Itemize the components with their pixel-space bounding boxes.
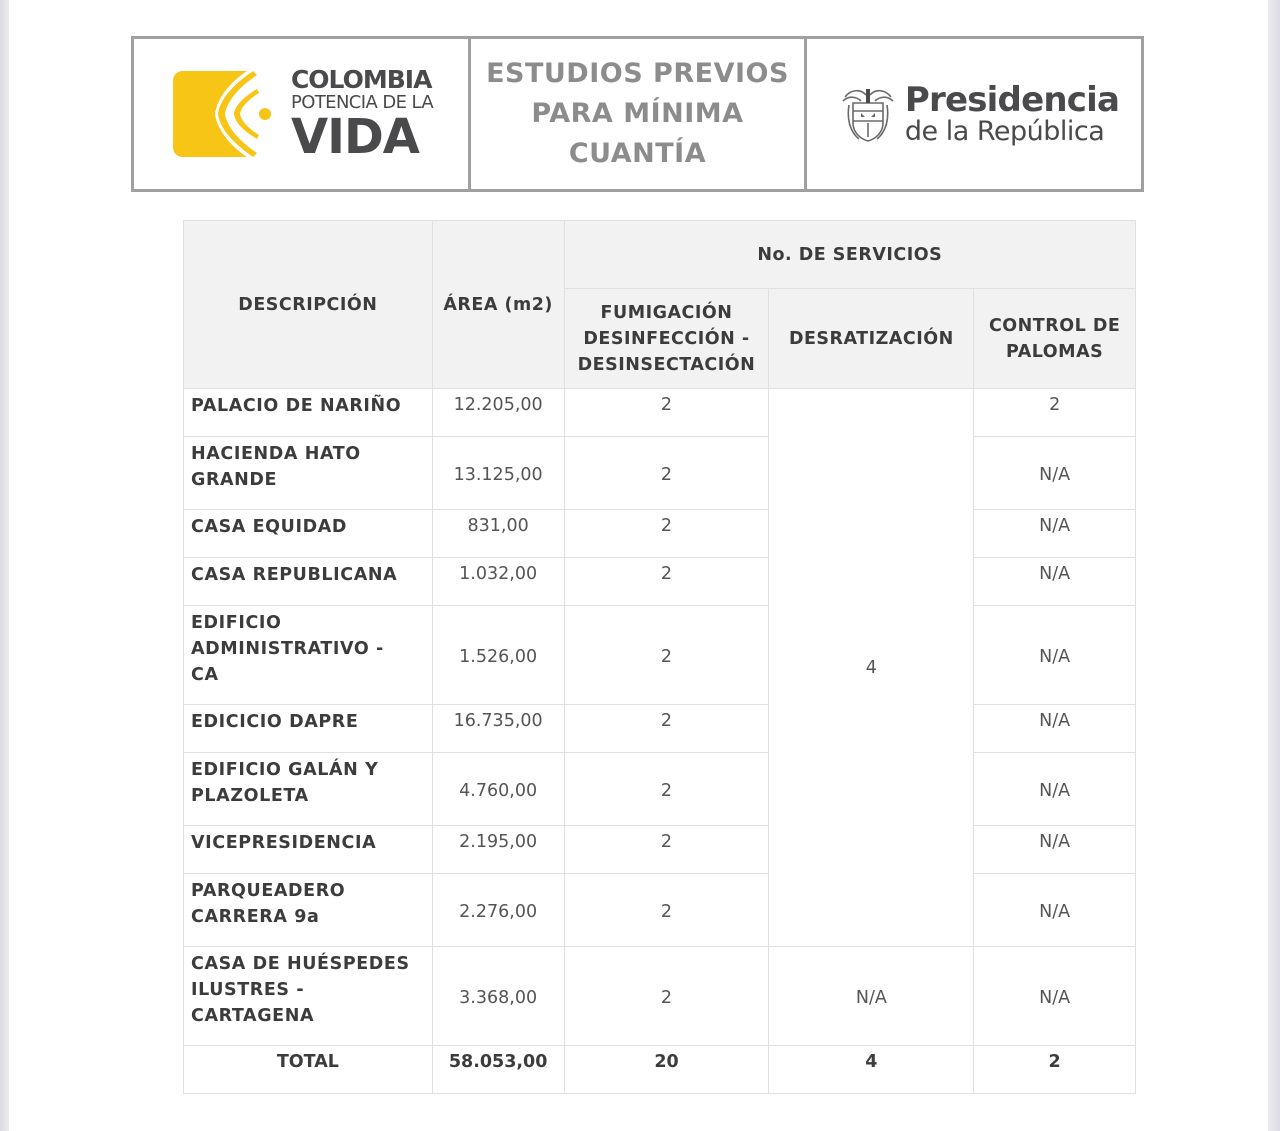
logo-line-colombia: COLOMBIA [290,65,432,94]
row-fumigation: 2 [564,947,769,1046]
presidencia-subtitle: de la República [904,116,1105,147]
row-area: 2.276,00 [432,874,564,947]
document-title-cell [468,39,804,189]
header-line: DESINFECCIÓN - [583,328,750,349]
table-row [184,437,1136,510]
table-row [184,874,1136,947]
row-description: PARQUEADERO CARRERA 9a [184,874,433,947]
row-deratization: N/A [769,947,974,1046]
colombia-waves-icon [173,69,273,159]
document-title [486,54,789,174]
header-line: PALOMAS [1006,341,1104,362]
row-description: EDICICIO DAPRE [184,705,433,753]
row-fumigation: 2 [564,437,769,510]
row-area: 1.032,00 [432,558,564,606]
presidencia-logo [839,80,1120,147]
row-area: 3.368,00 [432,947,564,1046]
row-pigeon: N/A [974,874,1136,947]
row-fumigation: 2 [564,389,769,437]
row-area: 12.205,00 [432,389,564,437]
row-fumigation: 2 [564,510,769,558]
header-line: CONTROL DE [988,315,1121,336]
document-header [131,36,1144,192]
row-pigeon: N/A [974,705,1136,753]
header-services-group: No. DE SERVICIOS [564,221,1135,289]
header-deratization: DESRATIZACIÓN [769,289,974,389]
row-area: 4.760,00 [432,753,564,826]
total-deratization: 4 [769,1046,974,1094]
row-pigeon: N/A [974,437,1136,510]
row-fumigation: 2 [564,753,769,826]
deratization-merged-cell: 4 [769,389,974,947]
row-description: VICEPRESIDENCIA [184,826,433,874]
title-line: PARA MÍNIMA [531,98,744,129]
row-pigeon: N/A [974,606,1136,705]
logo-line-vida: VIDA [290,109,419,165]
total-row [184,1046,1136,1094]
colombia-potencia-logo [173,65,434,165]
row-pigeon: N/A [974,947,1136,1046]
total-label: TOTAL [184,1046,433,1094]
coat-of-arms-icon [839,83,897,145]
row-description: HACIENDA HATO GRANDE [184,437,433,510]
table-row [184,947,1136,1046]
total-pigeon: 2 [974,1046,1136,1094]
row-description: CASA REPUBLICANA [184,558,433,606]
header-description: DESCRIPCIÓN [184,221,433,389]
row-area: 831,00 [432,510,564,558]
row-description: PALACIO DE NARIÑO [184,389,433,437]
presidencia-logo-cell [804,39,1141,189]
colombia-logo-cell [134,39,468,189]
table-row [184,705,1136,753]
header-fumigation [564,289,769,389]
header-pigeon-control [974,289,1136,389]
row-description: EDIFICIO ADMINISTRATIVO - CA [184,606,433,705]
row-fumigation: 2 [564,705,769,753]
row-fumigation: 2 [564,558,769,606]
row-area: 2.195,00 [432,826,564,874]
row-fumigation: 2 [564,826,769,874]
total-fumigation: 20 [564,1046,769,1094]
services-table [183,220,1136,1094]
row-fumigation: 2 [564,606,769,705]
logo-line-potencia: POTENCIA DE LA [290,92,434,113]
row-pigeon: N/A [974,826,1136,874]
row-pigeon: 2 [974,389,1136,437]
title-line: ESTUDIOS PREVIOS [486,58,789,89]
table-row [184,510,1136,558]
header-area: ÁREA (m2) [432,221,564,389]
page-edge-left [0,0,9,1131]
header-line: FUMIGACIÓN [600,302,733,323]
row-pigeon: N/A [974,510,1136,558]
row-area: 13.125,00 [432,437,564,510]
table-row [184,753,1136,826]
row-fumigation: 2 [564,874,769,947]
table-row [184,606,1136,705]
header-line: DESINSECTACIÓN [577,354,756,375]
total-area: 58.053,00 [432,1046,564,1094]
table-row [184,826,1136,874]
row-area: 1.526,00 [432,606,564,705]
title-line: CUANTÍA [568,138,707,169]
row-pigeon: N/A [974,753,1136,826]
row-description: EDIFICIO GALÁN Y PLAZOLETA [184,753,433,826]
page-edge-right [1268,0,1280,1131]
row-description: CASA DE HUÉSPEDES ILUSTRES - CARTAGENA [184,947,433,1046]
row-area: 16.735,00 [432,705,564,753]
table-row [184,389,1136,437]
row-pigeon: N/A [974,558,1136,606]
table-row [184,558,1136,606]
presidencia-title: Presidencia [904,80,1120,120]
row-description: CASA EQUIDAD [184,510,433,558]
